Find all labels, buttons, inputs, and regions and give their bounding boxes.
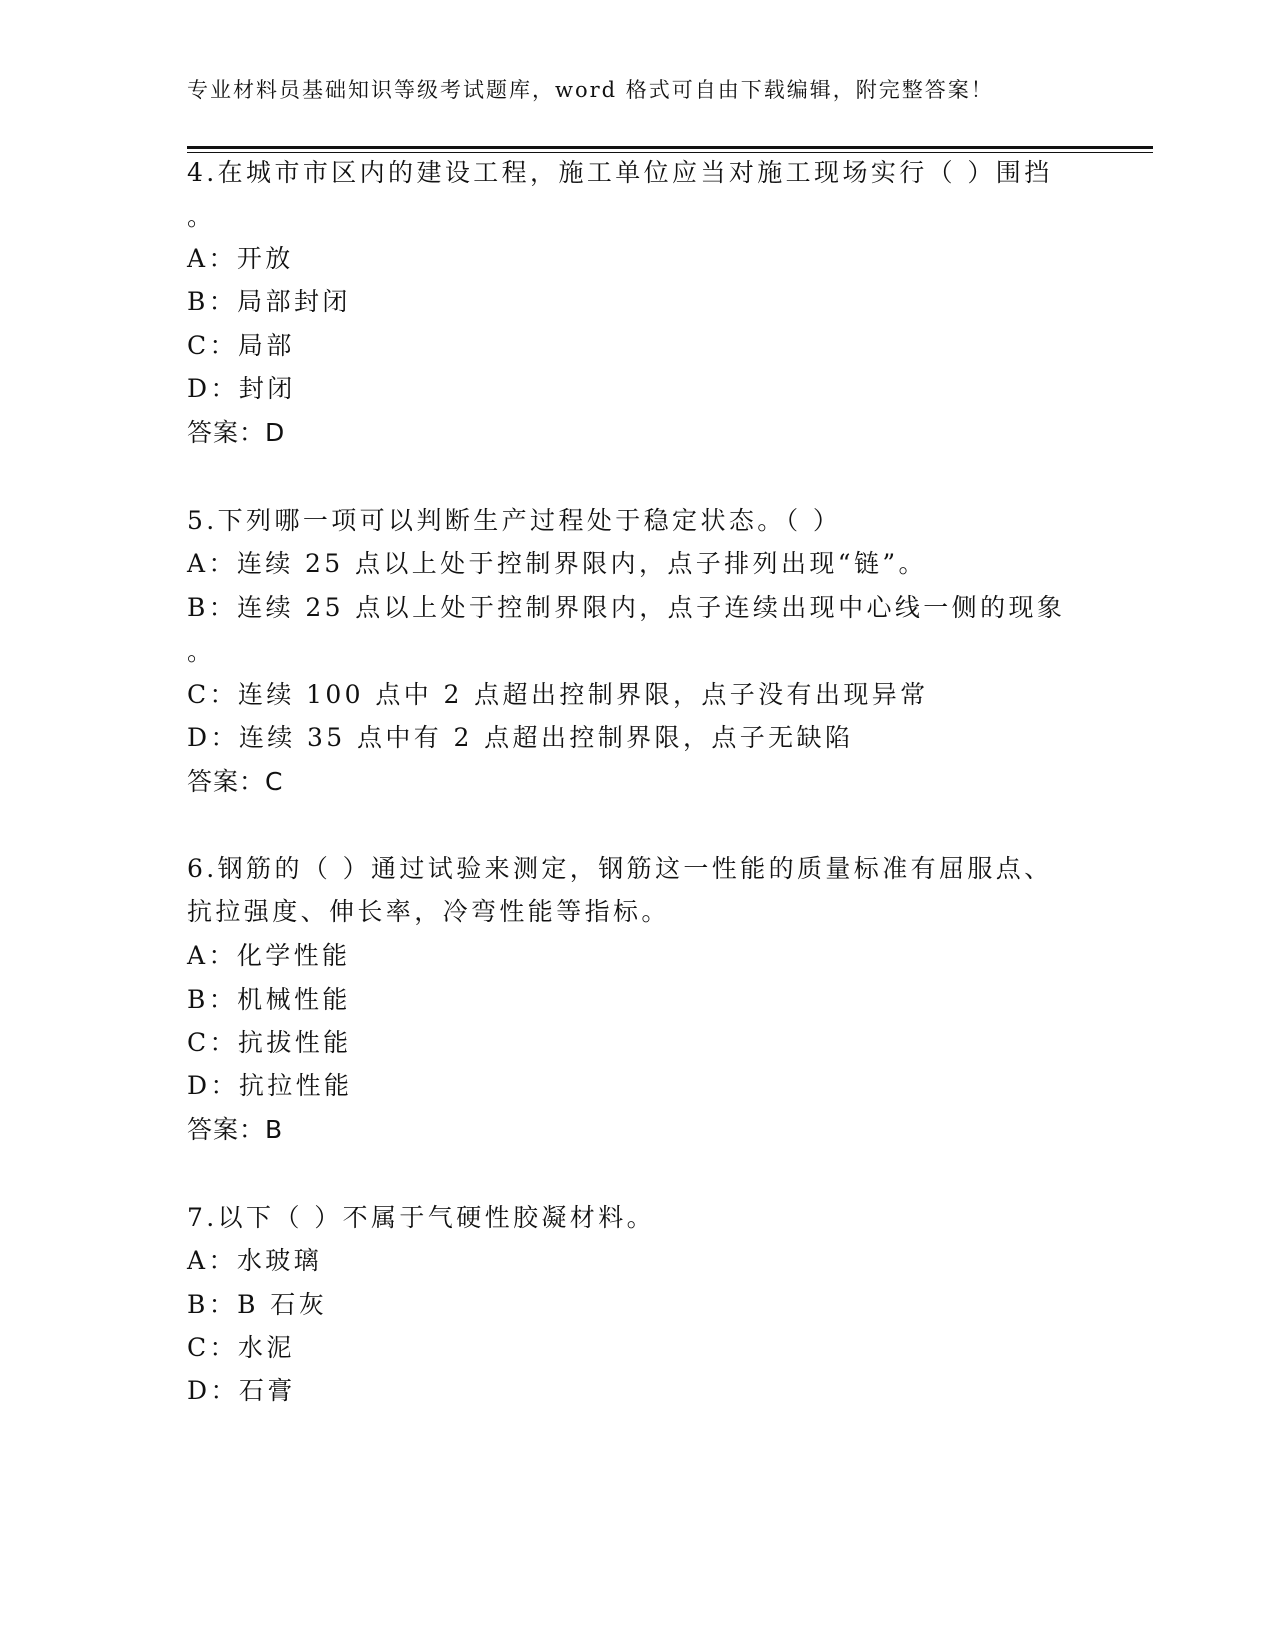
question-7-option-d: D：石膏 <box>187 1376 296 1405</box>
question-6-option-d: D：抗拉性能 <box>187 1071 353 1100</box>
question-5-option-a: A：连续 25 点以上处于控制界限内，点子排列出现“链”。 <box>187 549 927 578</box>
question-6-answer: 答案：B <box>187 1115 284 1144</box>
question-5-option-c: C：连续 100 点中 2 点超出控制界限，点子没有出现异常 <box>187 680 929 709</box>
question-6-option-c: C：抗拔性能 <box>187 1028 352 1057</box>
question-7-option-c: C：水泥 <box>187 1333 295 1362</box>
question-4-option-a: A：开放 <box>187 244 294 273</box>
question-7-stem-line-1: 7.以下（ ）不属于气硬性胶凝材料。 <box>187 1203 656 1232</box>
question-4-answer: 答案：D <box>187 418 286 447</box>
question-5-stem-line-1: 5.下列哪一项可以判断生产过程处于稳定状态。（ ） <box>187 506 842 535</box>
question-6-option-b: B：机械性能 <box>187 985 351 1014</box>
question-4-option-c: C：局部 <box>187 331 295 360</box>
question-4-option-b: B：局部封闭 <box>187 287 351 316</box>
header-rule-thin <box>187 152 1153 153</box>
question-5-option-b-line-1: B：连续 25 点以上处于控制界限内，点子连续出现中心线一侧的现象 <box>187 593 1066 622</box>
question-7-option-b: B：B 石灰 <box>187 1290 328 1319</box>
question-6-stem-line-1: 6.钢筋的（ ）通过试验来测定，钢筋这一性能的质量标准有屈服点、 <box>187 854 1053 883</box>
question-6-stem-line-2: 抗拉强度、伸长率，冷弯性能等指标。 <box>187 897 670 926</box>
question-4-option-d: D：封闭 <box>187 374 296 403</box>
question-5-answer: 答案：C <box>187 767 284 796</box>
question-5-option-b-line-2: 。 <box>187 637 216 666</box>
page-header: 专业材料员基础知识等级考试题库，word 格式可自由下载编辑，附完整答案！ <box>187 78 994 102</box>
header-rule-thick <box>187 146 1153 149</box>
question-4-stem-line-1: 4.在城市市区内的建设工程，施工单位应当对施工现场实行（ ）围挡 <box>187 158 1053 187</box>
question-6-option-a: A：化学性能 <box>187 941 351 970</box>
question-4-stem-line-2: 。 <box>187 202 216 231</box>
question-7-option-a: A：水玻璃 <box>187 1246 323 1275</box>
question-5-option-d: D：连续 35 点中有 2 点超出控制界限，点子无缺陷 <box>187 723 854 752</box>
